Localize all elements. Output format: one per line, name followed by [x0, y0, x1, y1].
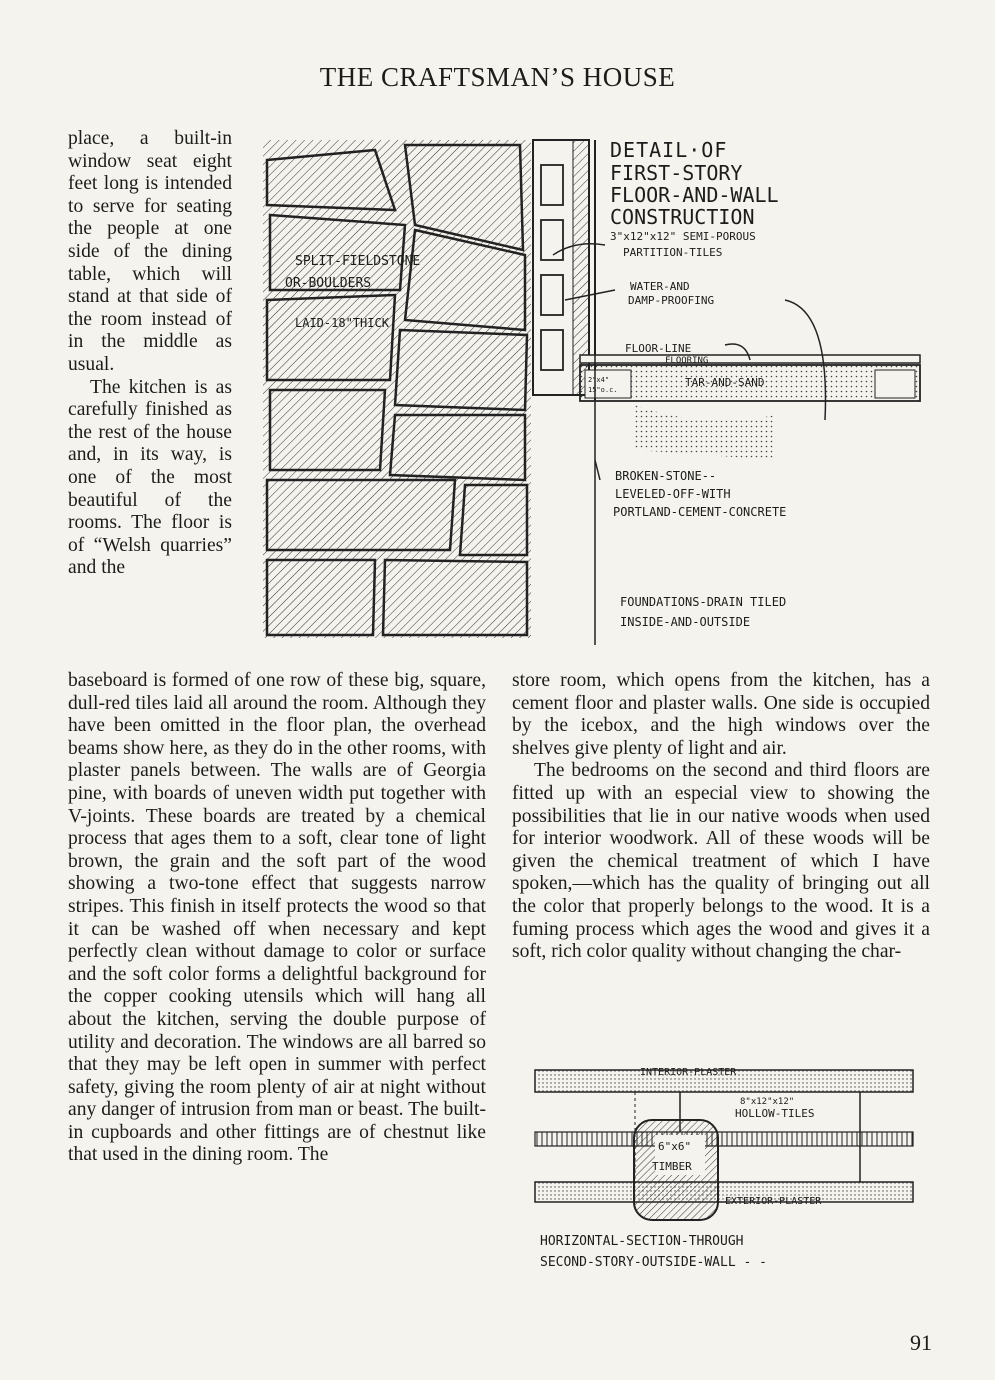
fig2-caption-line2: SECOND-STORY-OUTSIDE-WALL - - [540, 1255, 767, 1270]
fig1-water-label: WATER-AND [630, 280, 690, 293]
fig1-stone-label3: LAID-18"THICK [295, 316, 389, 330]
fig2-exterior-label: EXTERIOR-PLASTER [725, 1196, 822, 1207]
fig1-broken-label2: LEVELED-OFF-WITH [615, 487, 731, 501]
fig1-title-line3: FLOOR-AND-WALL [610, 183, 779, 207]
paragraph-window-seat: place, a built-in window seat eight feet long is intended to serve for seating the people at one side of the dining table, which will stand at that side of the room instead of in the middle as usual. [68, 128, 232, 375]
paragraph-baseboard: baseboard is formed of one row of these big, square, dull-red tiles laid all around the room. Although they have been omitted in the floor plan, the overhead beams show here, as they do in the other rooms, with plaster panels between. The walls are of Georgia pine, with boards of uneven width put together with V-joints. These boards are treated by a chemical process that ages them to a soft, clear tone of light brown, the grain and the soft part of the wood showing a two-tone effect that suggests narrow stripes. This finish in itself protects the wood so that it can be washed off when necessary and kept perfectly clean without damage to color or surface and the soft color forms a delightful background for the copper cooking utensils which will hang all about the kitchen, serving the double purpose of utility and decoration. The windows are all barred so that they may be left open in summer with perfect safety, giving the room plenty of air at night without any danger of intrusion from man or beast. The built-in cupboards and other fittings are of chestnut like that used in the dining room. The [68, 670, 486, 1166]
running-header: THE CRAFTSMAN’S HOUSE [319, 62, 676, 92]
fig2-hollow-dim: 8"x12"x12" [740, 1097, 795, 1107]
page-number: 91 [910, 1330, 932, 1355]
fig1-joist-spacing-label: 15"o.c. [588, 386, 618, 394]
fig1-flooring-label: FLOORING [665, 356, 709, 366]
fig1-tar-label: TAR-AND-SAND [685, 376, 765, 389]
paragraph-kitchen: The kitchen is as carefully finished as the rest of the house and, in its way, is one of the most beautiful of the rooms. The floor is of “Welsh quarries” and the [68, 376, 232, 579]
figure-floor-wall-detail [255, 130, 925, 650]
fig2-interior-label: INTERIOR-PLASTER [640, 1067, 737, 1078]
fig1-joist-label: 2"x4" [588, 376, 610, 384]
fig1-title-line4: CONSTRUCTION [610, 205, 755, 229]
fig1-title-line2: FIRST-STORY [610, 161, 743, 185]
fig2-caption-line1: HORIZONTAL-SECTION-THROUGH [540, 1234, 744, 1249]
narrow-column [68, 128, 232, 580]
figure-horizontal-section [530, 1062, 920, 1277]
fig1-tiles-label: 3"x12"x12" SEMI-POROUS [610, 230, 756, 243]
fig1-drain-label1: FOUNDATIONS-DRAIN TILED [620, 595, 787, 609]
fig1-damp-label: DAMP-PROOFING [628, 294, 715, 307]
left-column [68, 670, 486, 1167]
fig1-tiles-label2: PARTITION-TILES [623, 246, 723, 259]
fig1-stone-label2: OR-BOULDERS [285, 276, 372, 291]
fig1-broken-label3: PORTLAND-CEMENT-CONCRETE [613, 505, 787, 519]
fig2-timber-dim: 6"x6" [658, 1140, 692, 1153]
fig1-broken-label1: BROKEN-STONE-- [615, 469, 717, 483]
fig2-timber-label: TIMBER [652, 1160, 692, 1173]
fig1-title-line1: DETAIL·OF [610, 138, 728, 162]
fig2-hollow-label: HOLLOW-TILES [735, 1107, 815, 1120]
right-column [512, 670, 930, 964]
fig1-stone-label1: SPLIT-FIELDSTONE [295, 254, 421, 269]
fig1-floorline-label: FLOOR-LINE [625, 342, 692, 355]
paragraph-bedrooms: The bedrooms on the second and third floors are fitted up with an especial view to showing the possibilities that lie in our native woods when used for interior woodwork. All of these woods will be given the chemical treatment of which I have spoken,—which has the quality of bringing out all the color that properly belongs to the wood. It is a fuming process which ages the wood and gives it a soft, rich color quality without changing the char- [512, 760, 930, 963]
fig1-drain-label2: INSIDE-AND-OUTSIDE [620, 615, 751, 629]
paragraph-store-room: store room, which opens from the kitchen, has a cement floor and plaster walls. One side is occupied by the icebox, and the high windows over the shelves give plenty of light and air. [512, 670, 930, 759]
